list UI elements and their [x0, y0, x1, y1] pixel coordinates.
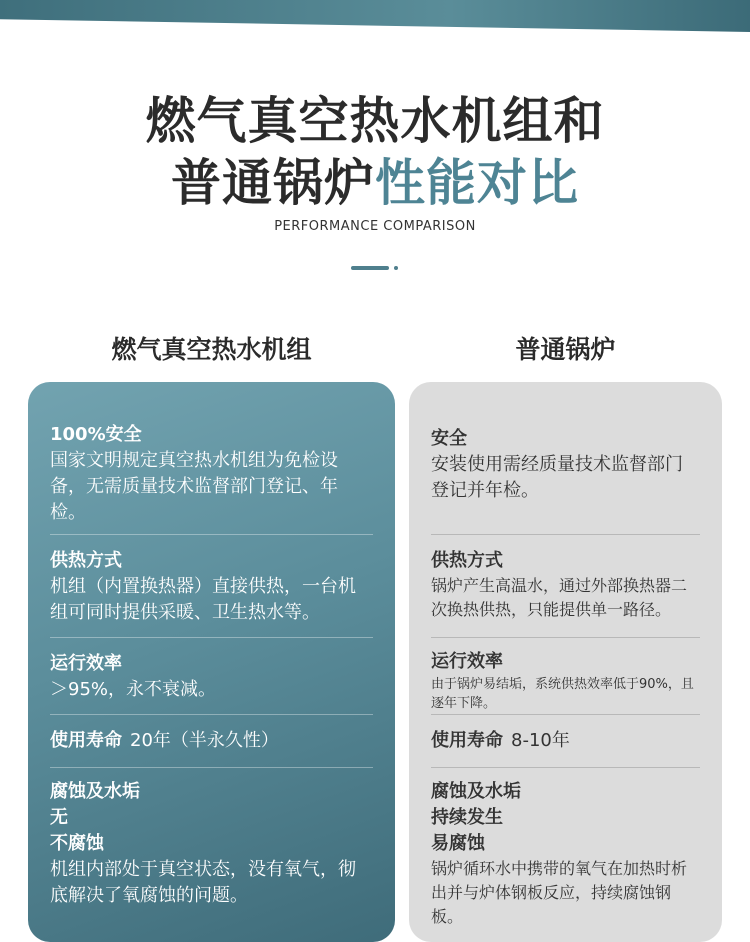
top-decorative-band: [0, 0, 750, 32]
life-value: 20年（半永久性）: [130, 730, 279, 751]
page-subtitle: PERFORMANCE COMPARISON: [274, 219, 476, 234]
section-divider: [50, 637, 373, 638]
efficiency-section: [50, 651, 373, 703]
life-value: 8-10年: [511, 730, 570, 751]
efficiency-section: [431, 649, 700, 711]
corrosion-heading: 腐蚀及水垢: [50, 781, 140, 802]
section-divider: [431, 767, 700, 768]
corrosion-heading: 腐蚀及水垢: [431, 781, 521, 802]
efficiency-heading: 运行效率: [50, 653, 122, 674]
corrosion-line2: 不腐蚀: [50, 833, 104, 854]
heating-text: 机组（内置换热器）直接供热，一台机组可同时提供采暖、卫生热水等。: [50, 576, 356, 623]
vacuum-unit-card: [28, 382, 395, 942]
section-divider: [50, 534, 373, 535]
corrosion-line2: 易腐蚀: [431, 833, 485, 854]
efficiency-text: ＞95%，永不衰减。: [50, 679, 217, 700]
title-plain-part: 普通锅炉: [171, 154, 375, 212]
life-heading: 使用寿命: [50, 730, 122, 751]
heating-text: 锅炉产生高温水，通过外部换热器二次换热供热，只能提供单一路径。: [431, 576, 688, 619]
efficiency-text: 由于锅炉易结垢，系统供热效率低于90%，且逐年下降。: [431, 677, 694, 711]
safety-section: [431, 426, 700, 522]
efficiency-heading: 运行效率: [431, 651, 503, 672]
safety-heading: 100%安全: [50, 424, 142, 445]
corrosion-line1: 持续发生: [431, 807, 503, 828]
corrosion-section: [50, 779, 373, 909]
corrosion-section: [431, 779, 700, 929]
title-divider-bar: [351, 266, 389, 270]
life-section: [50, 728, 373, 754]
section-divider: [431, 637, 700, 638]
title-accent-part: 性能对比: [375, 154, 579, 212]
page-title-line2: [0, 154, 750, 212]
heating-heading: 供热方式: [431, 550, 503, 571]
heating-section: [431, 548, 700, 626]
section-divider: [431, 714, 700, 715]
corrosion-text: 锅炉循环水中携带的氧气在加热时析出并与炉体钢板反应，持续腐蚀钢板。: [431, 859, 688, 926]
corrosion-text: 机组内部处于真空状态，没有氧气，彻底解决了氧腐蚀的问题。: [50, 859, 356, 906]
heating-heading: 供热方式: [50, 550, 122, 571]
life-section: [431, 728, 700, 754]
corrosion-line1: 无: [50, 807, 68, 828]
section-divider: [431, 534, 700, 535]
ordinary-boiler-card: [409, 382, 722, 942]
safety-text: 安装使用需经质量技术监督部门登记并年检。: [431, 454, 683, 501]
safety-heading: 安全: [431, 428, 467, 449]
safety-section: [50, 422, 373, 523]
section-divider: [50, 767, 373, 768]
page-title-line1: 燃气真空热水机组和: [145, 92, 605, 150]
section-divider: [50, 714, 373, 715]
left-column-title: 燃气真空热水机组: [111, 335, 312, 364]
title-divider-dot: [394, 266, 398, 270]
heating-section: [50, 548, 373, 626]
life-heading: 使用寿命: [431, 730, 503, 751]
right-column-title: 普通锅炉: [515, 335, 616, 364]
safety-text: 国家文明规定真空热水机组为免检设备，无需质量技术监督部门登记、年检。: [50, 450, 338, 523]
